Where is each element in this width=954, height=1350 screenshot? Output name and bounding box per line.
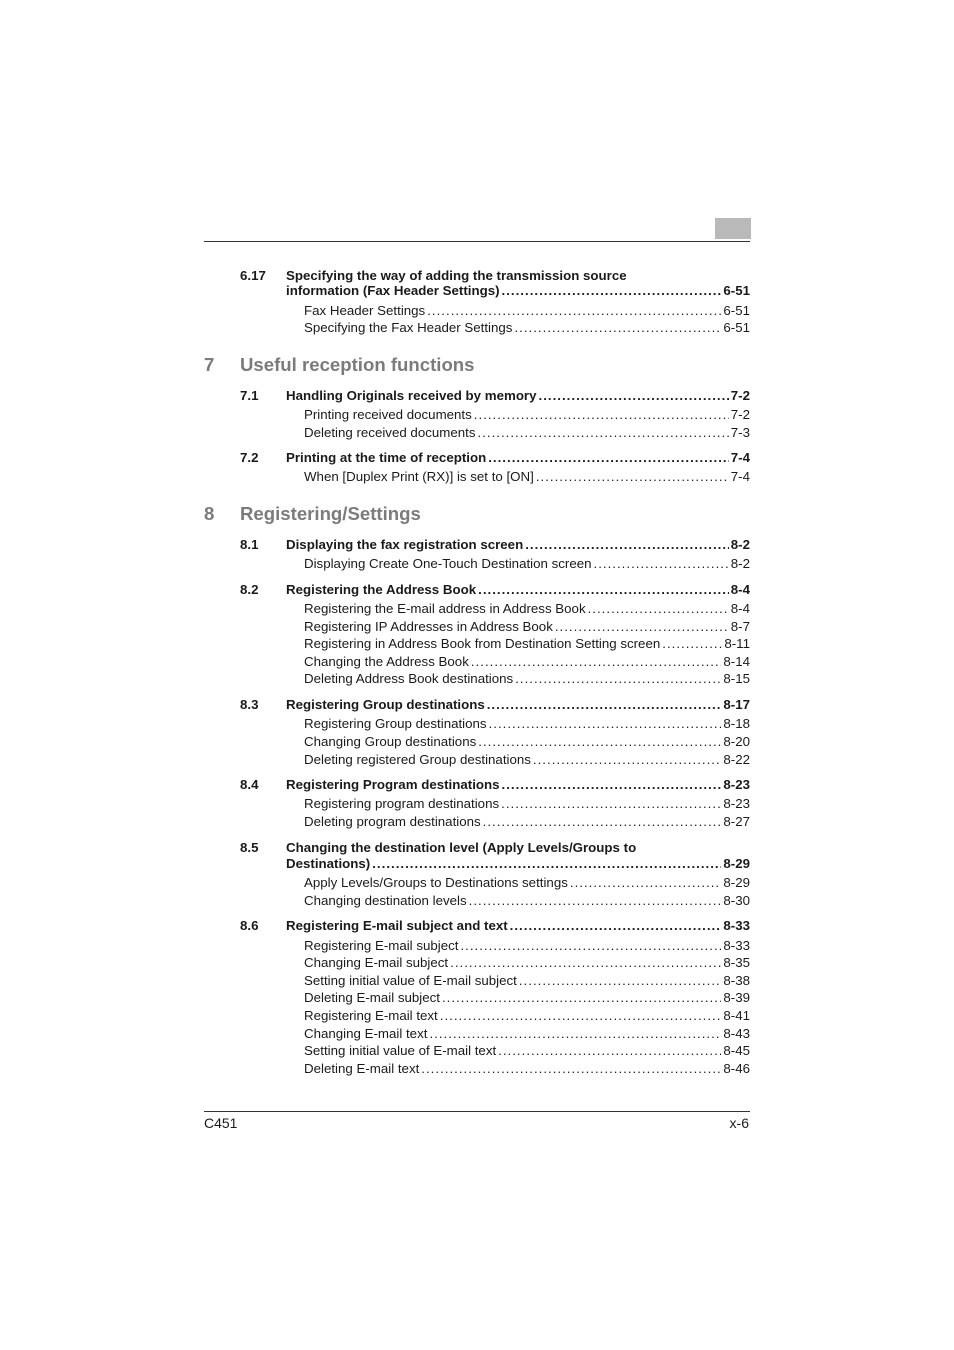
toc-subentry[interactable] [304,424,750,441]
toc-entry-7-1[interactable] [286,387,750,404]
section-number: 8.4 [240,777,259,792]
subsection-title: Changing E-mail text [304,1026,428,1041]
section-title: Registering E-mail subject and text [286,918,508,933]
subsection-title: Registering program destinations [304,796,500,811]
toc-subentry[interactable] [304,319,750,336]
footer-page-number: x-6 [729,1115,749,1131]
leader-dots [478,733,721,750]
toc-subentry[interactable] [304,555,750,572]
page-number: 6-51 [723,320,750,335]
toc-subentry[interactable] [304,751,750,768]
page-number: 8-27 [723,814,750,829]
leader-dots [536,468,729,485]
subsection-title: Registering in Address Book from Destination Setting screen [304,636,661,651]
toc-subentry[interactable] [304,972,750,989]
leader-dots [477,424,728,441]
leader-dots [483,813,722,830]
chapter-title: Registering/Settings [240,503,421,524]
toc-entry-6-17[interactable] [286,282,750,299]
page-number: 8-29 [723,875,750,890]
toc-subentry[interactable] [304,937,750,954]
toc-subentry[interactable] [304,892,750,909]
section-number: 8.5 [240,840,259,855]
section-number: 8.3 [240,697,259,712]
toc-subentry[interactable] [304,670,750,687]
page-number: 7-3 [730,425,750,440]
leader-dots [662,635,722,652]
subsection-title: Changing Group destinations [304,734,477,749]
page-number: 8-4 [730,601,750,616]
page-number: 8-33 [723,918,750,933]
subsection-title: Registering Group destinations [304,716,487,731]
page-number: 8-23 [723,796,750,811]
subsection-title: Fax Header Settings [304,303,426,318]
section-title: Handling Originals received by memory [286,388,537,403]
section-number: 6.17 [240,268,266,283]
page-number: 7-4 [730,469,750,484]
leader-dots [488,449,729,466]
page-number: 8-46 [723,1061,750,1076]
section-title: Displaying the fax registration screen [286,537,524,552]
toc-subentry[interactable] [304,653,750,670]
toc-subentry[interactable] [304,406,750,423]
section-title-line2: Destinations) [286,856,371,871]
chapter-heading-7[interactable] [0,354,954,378]
section-title-line1: Changing the destination level (Apply Levels/Groups to [286,840,637,855]
leader-dots [460,937,721,954]
leader-dots [442,989,721,1006]
page-number: 8-20 [723,734,750,749]
toc-subentry[interactable] [304,813,750,830]
leader-dots [469,892,722,909]
subsection-title: Deleting registered Group destinations [304,752,531,767]
leader-dots [570,874,722,891]
page-number: 8-38 [723,973,750,988]
page-number: 8-2 [730,556,750,571]
subsection-title: Setting initial value of E-mail text [304,1043,497,1058]
leader-dots [539,387,729,404]
leader-dots [372,855,721,872]
section-number: 8.6 [240,918,259,933]
subsection-title: Printing received documents [304,407,472,422]
leader-dots [478,581,729,598]
leader-dots [487,696,722,713]
toc-entry-8-1[interactable] [286,536,750,553]
toc-subentry[interactable] [304,1025,750,1042]
subsection-title: Deleting E-mail text [304,1061,420,1076]
page-number: 8-2 [730,537,750,552]
subsection-title: Changing destination levels [304,893,467,908]
page-number: 7-2 [730,388,750,403]
subsection-title: Deleting received documents [304,425,476,440]
toc-subentry[interactable] [304,1060,750,1077]
leader-dots [514,319,721,336]
toc-entry-8-6[interactable] [286,917,750,934]
subsection-title: Deleting E-mail subject [304,990,440,1005]
toc-subentry[interactable] [304,302,750,319]
leader-dots [594,555,729,572]
subsection-title: When [Duplex Print (RX)] is set to [ON] [304,469,534,484]
page-number: 8-33 [723,938,750,953]
chapter-number: 7 [204,354,215,375]
subsection-title: Registering the E-mail address in Address Book [304,601,586,616]
page-number: 8-23 [723,777,750,792]
section-number: 8.2 [240,582,259,597]
subsection-title: Displaying Create One-Touch Destination screen [304,556,592,571]
toc-entry-8-4[interactable] [286,776,750,793]
page-number: 8-4 [730,582,750,597]
page-number: 8-45 [723,1043,750,1058]
section-title: Registering Group destinations [286,697,485,712]
toc-subentry[interactable] [304,795,750,812]
page-number: 8-41 [723,1008,750,1023]
leader-dots [525,536,729,553]
page-number: 6-51 [723,283,750,298]
page-number: 8-39 [723,990,750,1005]
toc-subentry[interactable] [304,954,750,971]
leader-dots [501,795,721,812]
toc-entry-7-2[interactable] [286,449,750,466]
leader-dots [515,670,721,687]
subsection-title: Apply Levels/Groups to Destinations settings [304,875,568,890]
leader-dots [471,653,722,670]
leader-dots [421,1060,721,1077]
leader-dots [502,776,722,793]
leader-dots [474,406,729,423]
page-number: 8-7 [730,619,750,634]
page-number: 8-15 [723,671,750,686]
subsection-title: Changing E-mail subject [304,955,449,970]
leader-dots [429,1025,721,1042]
toc-subentry[interactable] [304,715,750,732]
footer-rule [204,1111,750,1112]
subsection-title: Specifying the Fax Header Settings [304,320,513,335]
leader-dots [555,618,729,635]
section-title: Registering Program destinations [286,777,500,792]
chapter-number: 8 [204,503,215,524]
toc-subentry[interactable] [304,1042,750,1059]
toc-subentry[interactable] [304,733,750,750]
toc-entry-8-5[interactable] [286,855,750,872]
chapter-title: Useful reception functions [240,354,475,375]
leader-dots [450,954,721,971]
subsection-title: Changing the Address Book [304,654,469,669]
leader-dots [510,917,722,934]
toc-subentry[interactable] [304,600,750,617]
page-number: 8-29 [723,856,750,871]
toc-subentry[interactable] [304,635,750,652]
page-number: 8-35 [723,955,750,970]
toc-subentry[interactable] [304,1007,750,1024]
subsection-title: Registering E-mail text [304,1008,438,1023]
subsection-title: Registering E-mail subject [304,938,459,953]
leader-dots [519,972,722,989]
page-number: 8-22 [723,752,750,767]
page-number: 8-18 [723,716,750,731]
section-title-line1: Specifying the way of adding the transmission source [286,268,627,283]
leader-dots [533,751,721,768]
section-number: 7.2 [240,450,259,465]
page-number: 8-30 [723,893,750,908]
leader-dots [498,1042,721,1059]
section-number: 7.1 [240,388,259,403]
toc-entry-8-3[interactable] [286,696,750,713]
toc-subentry[interactable] [304,618,750,635]
leader-dots [427,302,721,319]
page-number: 8-14 [723,654,750,669]
toc-subentry[interactable] [304,989,750,1006]
page-number: 8-17 [723,697,750,712]
subsection-title: Deleting program destinations [304,814,481,829]
chapter-heading-8[interactable] [0,503,954,527]
leader-dots [489,715,722,732]
toc-subentry[interactable] [304,874,750,891]
page-number: 6-51 [723,303,750,318]
toc-subentry[interactable] [304,468,750,485]
subsection-title: Registering IP Addresses in Address Book [304,619,553,634]
subsection-title: Setting initial value of E-mail subject [304,973,517,988]
section-title-line2: information (Fax Header Settings) [286,283,500,298]
section-title: Registering the Address Book [286,582,477,597]
section-title: Printing at the time of reception [286,450,487,465]
toc-entry-8-2[interactable] [286,581,750,598]
page-number: 7-4 [730,450,750,465]
section-number: 8.1 [240,537,259,552]
leader-dots [588,600,729,617]
subsection-title: Deleting Address Book destinations [304,671,514,686]
page-number: 8-43 [723,1026,750,1041]
leader-dots [440,1007,722,1024]
page-number: 7-2 [730,407,750,422]
page-number: 8-11 [724,636,750,651]
footer-model: C451 [204,1115,238,1131]
leader-dots [502,282,722,299]
